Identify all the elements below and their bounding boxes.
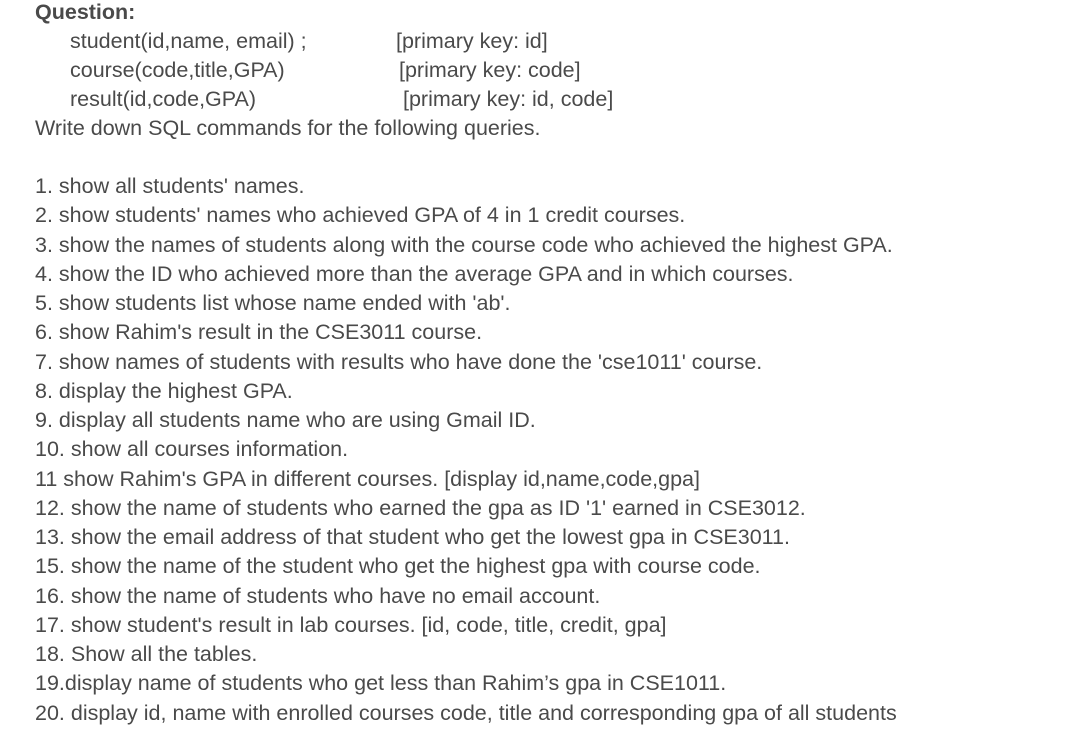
question-item: 3. show the names of students along with the course code who achieved the highest GPA. xyxy=(35,232,893,257)
question-item: 10. show all courses information. xyxy=(35,437,349,462)
question-list xyxy=(35,172,897,728)
question-item: 19.display name of students who get less than Rahim’s gpa in CSE1011. xyxy=(35,671,727,696)
question-item: 9. display all students name who are using Gmail ID. xyxy=(35,408,536,432)
schema-student-relation: student(id,name, email) ; xyxy=(70,29,307,53)
question-item: 12. show the name of students who earned the gpa as ID '1' earned in CSE3012. xyxy=(35,495,806,520)
question-item: 16. show the name of students who have no email account. xyxy=(35,583,601,608)
schema-result-key: [primary key: id, code] xyxy=(403,87,614,111)
question-heading: Question: xyxy=(35,0,136,24)
question-item: 15. show the name of the student who get the highest gpa with course code. xyxy=(35,554,761,579)
question-item: 2. show students' names who achieved GPA of 4 in 1 credit courses. xyxy=(35,203,686,228)
schema-course-relation: course(code,title,GPA) xyxy=(70,58,285,82)
question-item: 8. display the highest GPA. xyxy=(35,378,293,403)
schema-course-key: [primary key: code] xyxy=(399,58,581,82)
schema-student-key: [primary key: id] xyxy=(396,29,548,53)
instruction-text: Write down SQL commands for the following queries. xyxy=(35,116,541,140)
question-item: 13. show the email address of that student who get the lowest gpa in CSE3011. xyxy=(35,525,790,549)
question-item: 4. show the ID who achieved more than the average GPA and in which courses. xyxy=(35,261,794,286)
question-item: 20. display id, name with enrolled courses code, title and corresponding gpa of all students xyxy=(35,700,897,725)
question-item: 11 show Rahim's GPA in different courses. [display id,name,code,gpa] xyxy=(35,466,700,491)
question-item: 7. show names of students with results who have done the 'cse1011' course. xyxy=(35,349,763,374)
question-item: 5. show students list whose name ended with 'ab'. xyxy=(35,291,511,315)
question-item: 6. show Rahim's result in the CSE3011 course. xyxy=(35,320,483,345)
schema-result-relation: result(id,code,GPA) xyxy=(70,87,257,111)
question-item: 18. Show all the tables. xyxy=(35,642,258,666)
question-item: 17. show student's result in lab courses. [id, code, title, credit, gpa] xyxy=(35,612,667,637)
question-item: 1. show all students' names. xyxy=(35,174,305,198)
